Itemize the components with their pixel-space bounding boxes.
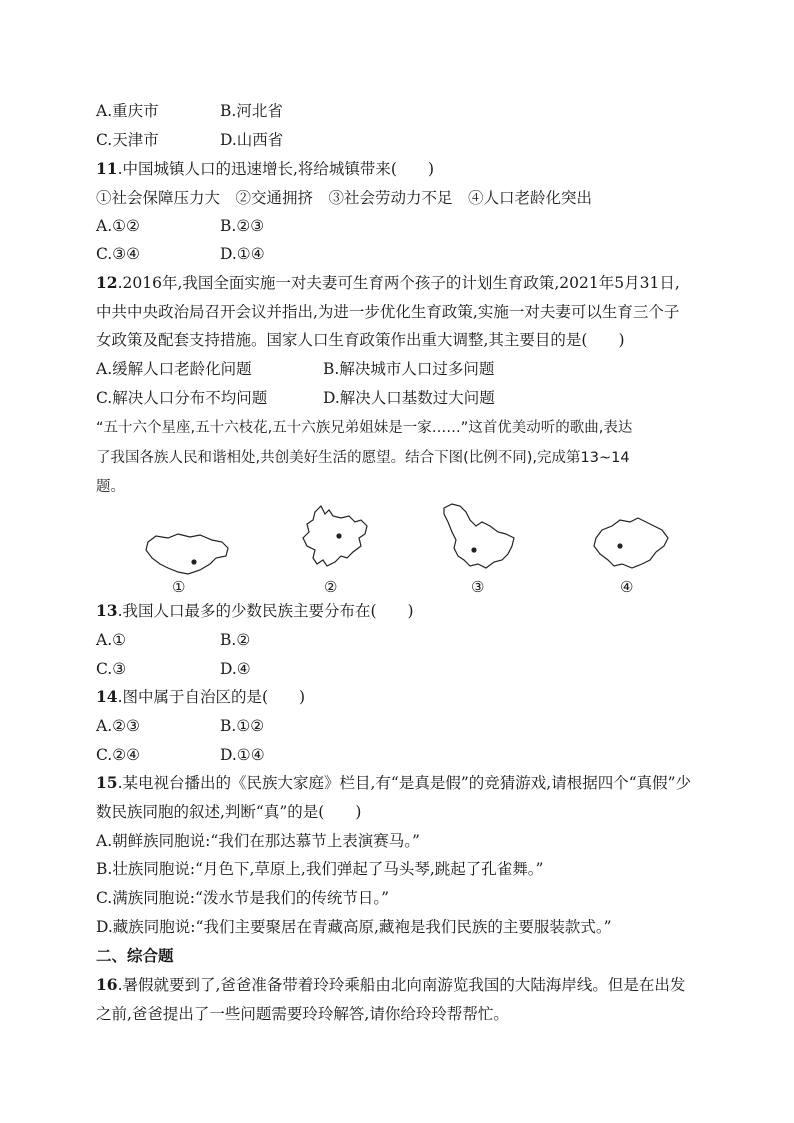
q15-option-c: C.满族同胞说:“泼水节是我们的传统节日。” [96, 889, 390, 907]
q14-option-c: C.②④ [96, 746, 141, 764]
q15-line-2: 数民族同胞的叙述,判断“真”的是( ) [96, 803, 362, 821]
q15-text: .某电视台播出的《民族大家庭》栏目,有“是真是假”的竞猜游戏,请根据四个“真假”少 [117, 774, 692, 792]
q11-text: .中国城镇人口的迅速增长,将给城镇带来( ) [117, 160, 435, 178]
q10-option-b: B.河北省 [220, 102, 283, 120]
q16-line-2: 之前,爸爸提出了一些问题需要玲玲解答,请你给玲玲帮帮忙。 [96, 1005, 509, 1023]
q11-number: 11 [96, 159, 118, 178]
q12-option-d: D.解决人口基数过大问题 [323, 389, 495, 407]
q11-items: ①社会保障压力大 ②交通拥挤 ③社会劳动力不足 ④人口老龄化突出 [96, 189, 593, 207]
q11-option-b: B.②③ [220, 217, 265, 235]
q12-line-1 [96, 273, 680, 293]
q16-text: .暑假就要到了,爸爸准备带着玲玲乘船由北向南游览我国的大陆海岸线。但是在出发 [117, 976, 686, 994]
map-3-label: ③ [471, 578, 485, 596]
q12-option-a: A.缓解人口老龄化问题 [96, 360, 252, 378]
q15-option-d: D.藏族同胞说:“我们主要聚居在青藏高原,藏袍是我们民族的主要服装款式。” [96, 918, 612, 936]
map-4-outline [590, 516, 674, 574]
q15-number: 15 [96, 773, 118, 792]
q13-option-d: D.④ [220, 660, 251, 678]
q15-option-a: A.朝鲜族同胞说:“我们在那达慕节上表演赛马。” [96, 832, 420, 850]
q10-option-a: A.重庆市 [96, 102, 159, 120]
q12-text: .2016年,我国全面实施一对夫妻可生育两个孩子的计划生育政策,2021年5月31日, [117, 274, 680, 292]
q13-option-c: C.③ [96, 660, 127, 678]
q14-option-a: A.②③ [96, 717, 140, 735]
q11-option-a: A.①② [96, 217, 140, 235]
q11-option-d: D.①④ [220, 245, 265, 263]
q14-option-d: D.①④ [220, 746, 265, 764]
q13-option-a: A.① [96, 631, 127, 649]
map-1-outline [142, 528, 234, 578]
q11-stem [96, 159, 434, 179]
passage-line-1: “五十六个星座,五十六枝花,五十六族兄弟姐妹是一家……”这首优美动听的歌曲,表达 [96, 420, 633, 436]
section-heading: 二、综合题 [96, 946, 174, 965]
province-maps [130, 500, 690, 600]
q14-text: .图中属于自治区的是( ) [117, 688, 306, 706]
q16-line-1 [96, 975, 685, 995]
q12-option-b: B.解决城市人口过多问题 [323, 360, 495, 378]
q12-option-c: C.解决人口分布不均问题 [96, 389, 268, 407]
q13-number: 13 [96, 601, 118, 620]
q11-option-c: C.③④ [96, 245, 141, 263]
q10-option-d: D.山西省 [220, 131, 284, 149]
q13-option-b: B.② [220, 631, 251, 649]
q12-line-3: 女政策及配套支持措施。国家人口生育政策作出重大调整,其主要目的是( ) [96, 331, 625, 349]
q13-stem [96, 601, 414, 621]
passage-line-2: 了我国各族人民和谐相处,共创美好生活的愿望。结合下图(比例不同),完成第13~14 [96, 450, 630, 466]
q12-number: 12 [96, 273, 118, 292]
q10-option-c: C.天津市 [96, 131, 159, 149]
map-2-label: ② [324, 578, 338, 596]
q14-stem [96, 687, 305, 707]
q14-option-b: B.①② [220, 717, 265, 735]
map-3-outline [440, 502, 520, 576]
q15-option-b: B.壮族同胞说:“月色下,草原上,我们弹起了马头琴,跳起了孔雀舞。” [96, 860, 544, 878]
map-1-label: ① [172, 578, 186, 596]
q16-number: 16 [96, 975, 118, 994]
q14-number: 14 [96, 687, 118, 706]
map-2-outline [295, 504, 375, 576]
passage-line-3: 题。 [96, 479, 125, 495]
q13-text: .我国人口最多的少数民族主要分布在( ) [117, 602, 414, 620]
q12-line-2: 中共中央政治局召开会议并指出,为进一步优化生育政策,实施一对夫妻可以生育三个子 [96, 303, 680, 321]
map-4-label: ④ [620, 578, 634, 596]
q15-line-1 [96, 773, 691, 793]
